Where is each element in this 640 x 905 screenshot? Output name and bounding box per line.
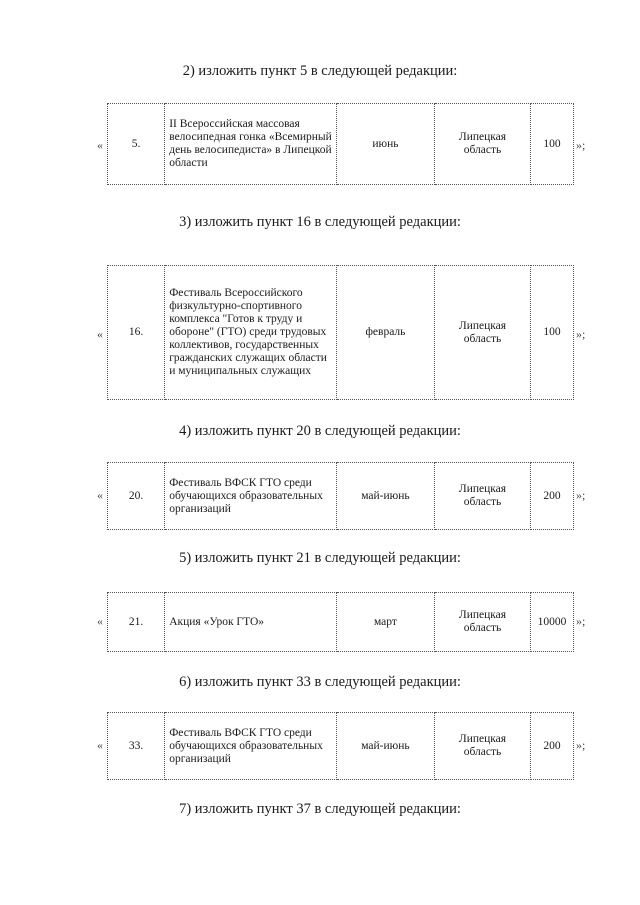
opening-quote: « [97,327,103,341]
item-number: 16. [108,266,165,400]
participants-count: 100 [531,104,574,185]
opening-quote: « [97,738,103,752]
event-month: июнь [336,104,434,185]
event-name: Фестиваль ВФСК ГТО среди обучающихся образовательных организаций [165,463,337,530]
item-number: 33. [108,713,165,780]
event-name: Акция «Урок ГТО» [165,593,337,652]
table-row [108,104,574,185]
event-name: Фестиваль ВФСК ГТО среди обучающихся образовательных организаций [165,713,337,780]
event-month: февраль [336,266,434,400]
closing-quote: »; [576,327,586,341]
event-name: II Всероссийская массовая велосипедная гонка «Всемирный день велосипедиста» в Липецкой области [165,104,337,185]
closing-quote: »; [576,738,586,752]
amendment-table [107,103,574,185]
amendment-table [107,592,574,652]
amendment-heading: 4) изложить пункт 20 в следующей редакции: [179,423,461,439]
event-month: май-июнь [336,713,434,780]
amendment-table [107,712,574,780]
amendment-heading: 5) изложить пункт 21 в следующей редакции: [179,550,461,566]
closing-quote: »; [576,138,586,152]
event-location: Липецкая область [434,463,530,530]
event-name: Фестиваль Всероссийского физкультурно-спортивного комплекса "Готов к труду и обороне" (ГТО) среди трудовых коллективов, государственных гражданских служащих области и муниципальных служащих [165,266,337,400]
event-location: Липецкая область [434,266,530,400]
opening-quote: « [97,138,103,152]
opening-quote: « [97,614,103,628]
table-row [108,593,574,652]
closing-quote: »; [576,614,586,628]
amendment-heading: 2) изложить пункт 5 в следующей редакции: [182,63,458,79]
participants-count: 10000 [531,593,574,652]
event-location: Липецкая область [434,713,530,780]
participants-count: 100 [531,266,574,400]
item-number: 20. [108,463,165,530]
event-location: Липецкая область [434,593,530,652]
amendment-heading: 7) изложить пункт 37 в следующей редакции: [179,801,461,817]
item-number: 5. [108,104,165,185]
participants-count: 200 [531,463,574,530]
table-row [108,266,574,400]
amendment-table [107,265,574,400]
item-number: 21. [108,593,165,652]
table-row [108,713,574,780]
event-location: Липецкая область [434,104,530,185]
closing-quote: »; [576,488,586,502]
amendment-heading: 3) изложить пункт 16 в следующей редакции: [179,214,461,230]
participants-count: 200 [531,713,574,780]
amendment-heading: 6) изложить пункт 33 в следующей редакции: [179,674,461,690]
event-month: май-июнь [336,463,434,530]
event-month: март [336,593,434,652]
opening-quote: « [97,488,103,502]
table-row [108,463,574,530]
amendment-table [107,462,574,530]
